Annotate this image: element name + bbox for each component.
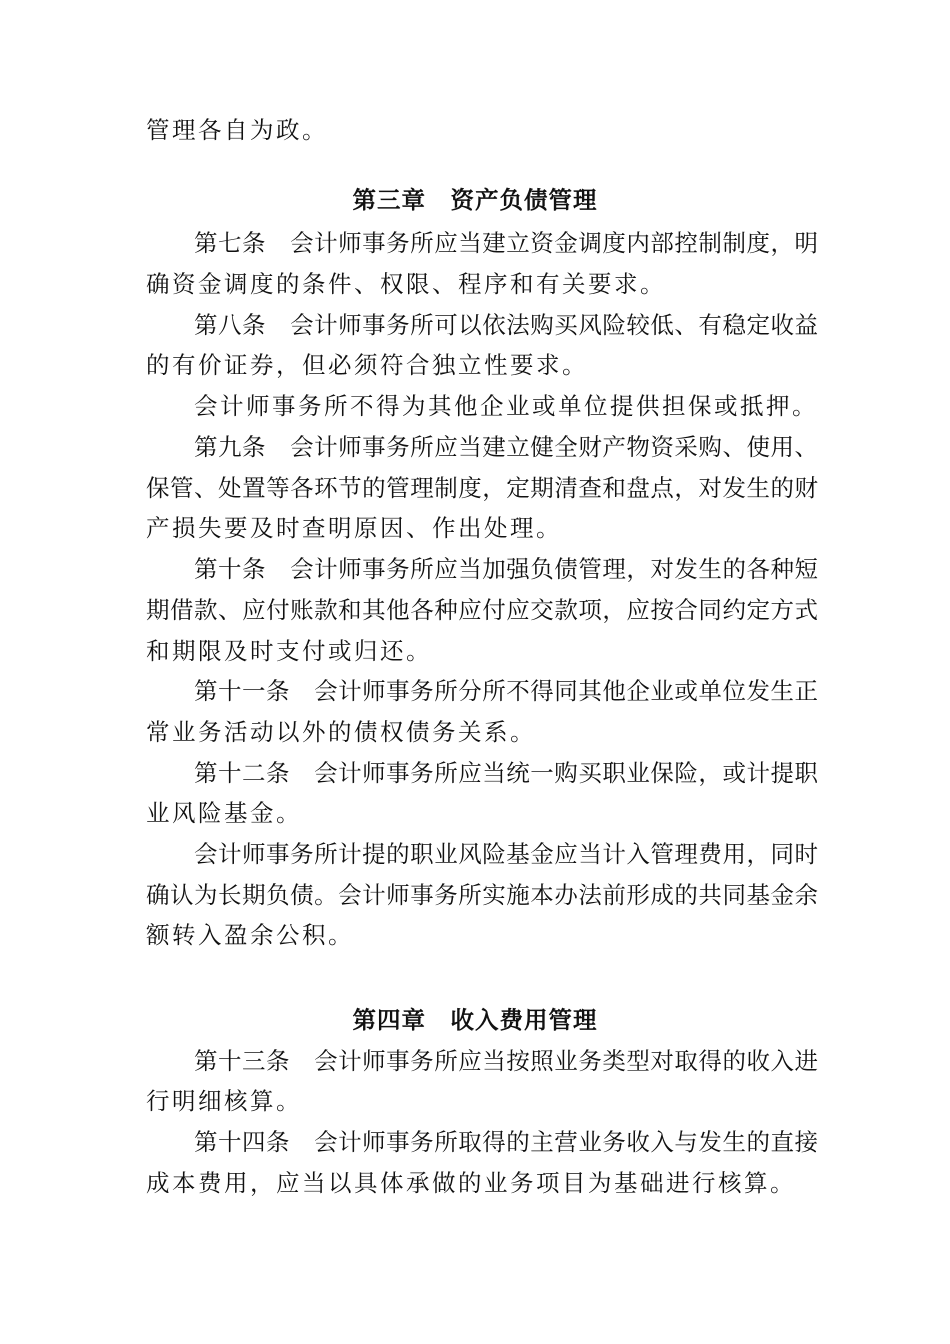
article-8-paragraph-2: 会计师事务所不得为其他企业或单位提供担保或抵押。 — [194, 392, 818, 420]
article-9-line-1: 第九条 会计师事务所应当建立健全财产物资采购、使用、 — [194, 433, 818, 461]
article-7-line-1: 第七条 会计师事务所应当建立资金调度内部控制制度，明 — [194, 229, 818, 257]
chapter-heading-4: 第四章 收入费用管理 — [352, 1006, 598, 1034]
article-12-paragraph-2-line-3: 额转入盈余公积。 — [146, 921, 354, 949]
article-13-line-1: 第十三条 会计师事务所应当按照业务类型对取得的收入进 — [194, 1047, 818, 1075]
article-14-line-2: 成本费用，应当以具体承做的业务项目为基础进行核算。 — [146, 1169, 796, 1197]
article-9-line-3: 产损失要及时查明原因、作出处理。 — [146, 514, 562, 542]
article-8-line-1: 第八条 会计师事务所可以依法购买风险较低、有稳定收益 — [194, 311, 818, 339]
article-10-line-1: 第十条 会计师事务所应当加强负债管理，对发生的各种短 — [194, 555, 818, 583]
article-12-paragraph-2-line-2: 确认为长期负债。会计师事务所实施本办法前形成的共同基金余 — [146, 881, 818, 909]
chapter-heading-3: 第三章 资产负债管理 — [352, 186, 598, 214]
article-13-line-2: 行明细核算。 — [146, 1087, 302, 1115]
article-10-line-3: 和期限及时支付或归还。 — [146, 637, 432, 665]
article-12-line-1: 第十二条 会计师事务所应当统一购买职业保险，或计提职 — [194, 759, 818, 787]
article-10-line-2: 期借款、应付账款和其他各种应付应交款项，应按合同约定方式 — [146, 596, 818, 624]
article-9-line-2: 保管、处置等各环节的管理制度，定期清查和盘点，对发生的财 — [146, 474, 818, 502]
article-7-line-2: 确资金调度的条件、权限、程序和有关要求。 — [146, 270, 666, 298]
article-11-line-1: 第十一条 会计师事务所分所不得同其他企业或单位发生正 — [194, 677, 818, 705]
article-12-paragraph-2-line-1: 会计师事务所计提的职业风险基金应当计入管理费用，同时 — [194, 840, 818, 868]
article-11-line-2: 常业务活动以外的债权债务关系。 — [146, 718, 536, 746]
article-8-line-2: 的有价证券，但必须符合独立性要求。 — [146, 351, 588, 379]
article-12-line-2: 业风险基金。 — [146, 799, 302, 827]
article-14-line-1: 第十四条 会计师事务所取得的主营业务收入与发生的直接 — [194, 1128, 818, 1156]
text-line: 管理各自为政。 — [146, 116, 328, 144]
